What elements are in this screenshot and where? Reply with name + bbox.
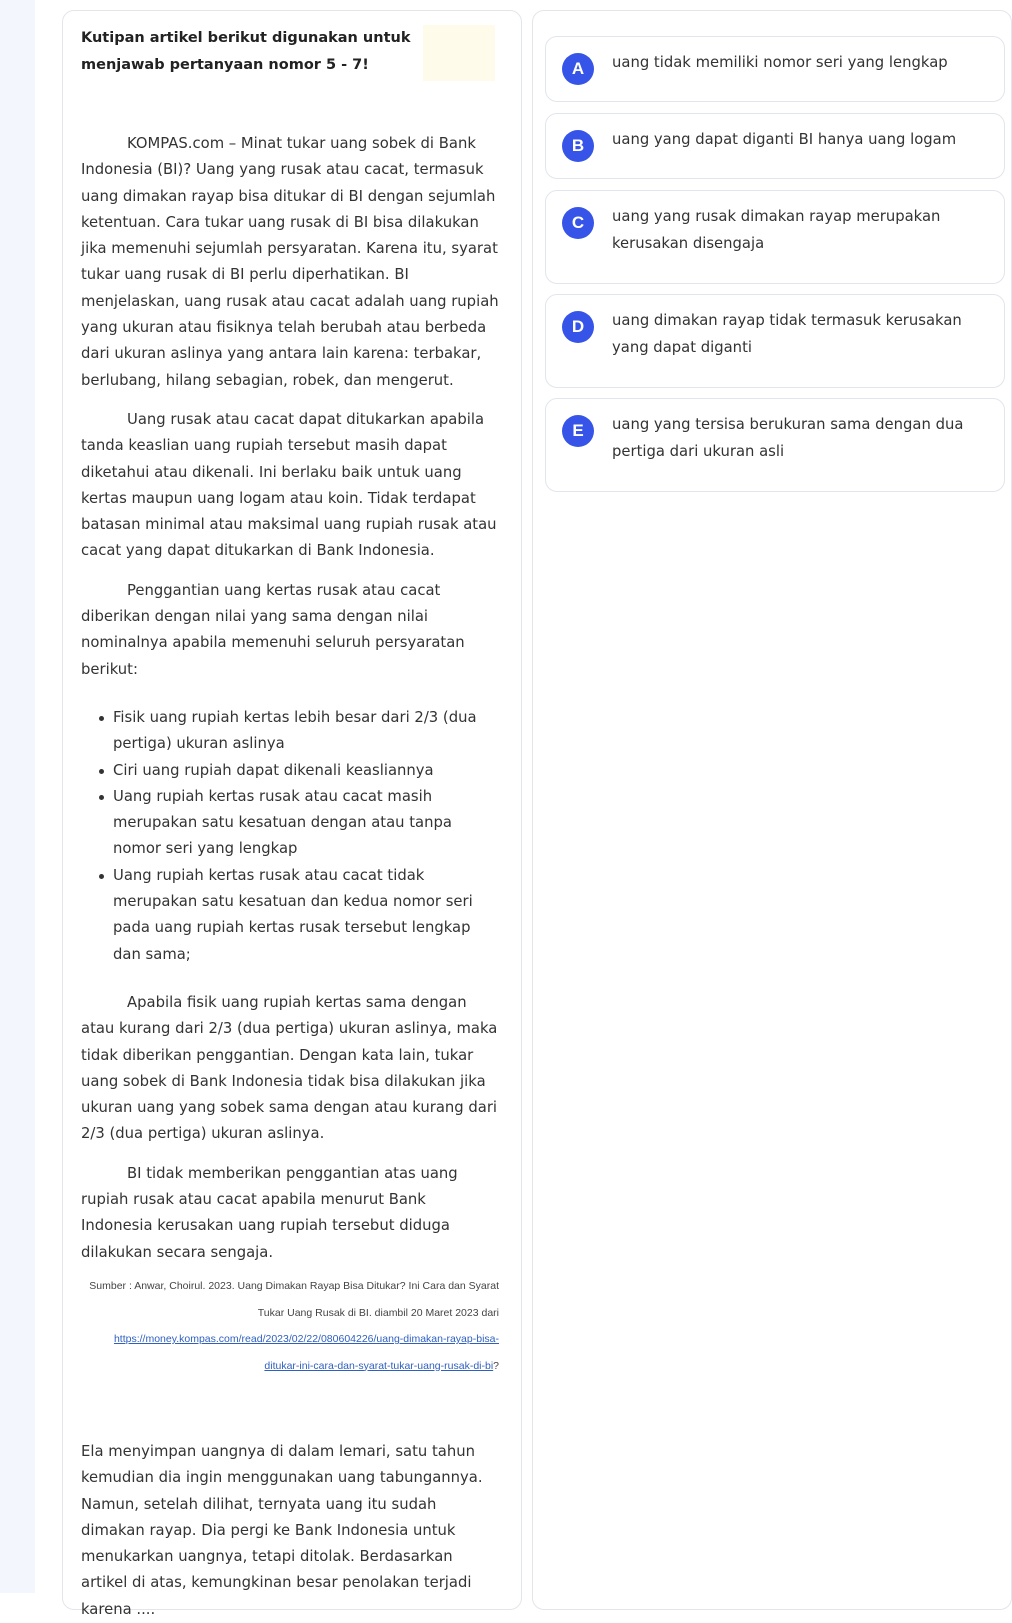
option-d[interactable] xyxy=(545,294,1005,388)
option-a[interactable] xyxy=(545,36,1005,102)
source-link[interactable]: https://money.kompas.com/read/2023/02/22/080604226/uang-dimakan-rayap-bisa-ditukar-ini-cara-dan-syarat-tukar-uang-rusak-di-bi xyxy=(113,1333,499,1372)
option-c[interactable] xyxy=(545,190,1005,284)
article-body xyxy=(81,131,499,1279)
article-card xyxy=(62,10,522,1618)
option-text: uang dimakan rayap tidak termasuk kerusakan yang dapat diganti xyxy=(612,312,962,356)
option-letter-badge: A xyxy=(562,53,594,85)
option-letter-badge: B xyxy=(562,130,594,162)
requirements-list xyxy=(99,705,499,968)
option-text: uang tidak memiliki nomor seri yang lengkap xyxy=(612,54,948,71)
article-paragraph: Uang rusak atau cacat dapat ditukarkan apabila tanda keaslian uang rupiah tersebut masih dapat diketahui atau dikenali. Ini berlaku baik untuk uang kertas maupun uang logam atau koin. Tidak terdapat batasan minimal atau maksimal uang rupiah rusak atau cacat yang dapat ditukarkan di Bank Indonesia. xyxy=(81,410,497,560)
option-text: uang yang tersisa berukuran sama dengan dua pertiga dari ukuran asli xyxy=(612,416,964,460)
passage-heading: Kutipan artikel berikut digunakan untuk menjawab pertanyaan nomor 5 - 7! xyxy=(81,30,411,73)
left-sidebar-strip xyxy=(0,0,35,1593)
source-text: Sumber : Anwar, Choirul. 2023. Uang Dimakan Rayap Bisa Ditukar? Ini Cara dan Syarat Tukar Uang Rusak di BI. diambil 20 Maret 2023 dari xyxy=(89,1280,499,1319)
article-paragraph: KOMPAS.com – Minat tukar uang sobek di Bank Indonesia (BI)? Uang yang rusak atau cacat, termasuk uang dimakan rayap bisa ditukar di BI dengan sejumlah ketentuan. Cara tukar uang rusak di BI bisa dilakukan jika memenuhi sejumlah persyaratan. Karena itu, syarat tukar uang rusak di BI perlu diperhatikan. BI menjelaskan, uang rusak atau cacat adalah uang rupiah yang ukuran atau fisiknya telah berubah atau berbeda dari ukuran aslinya yang antara lain karena: terbakar, berlubang, hilang sebagian, robek, dan mengerut. xyxy=(81,135,499,389)
article-source xyxy=(81,1273,499,1379)
option-text: uang yang rusak dimakan rayap merupakan kerusakan disengaja xyxy=(612,208,941,252)
option-text: uang yang dapat diganti BI hanya uang logam xyxy=(612,131,957,148)
article-paragraph: Apabila fisik uang rupiah kertas sama dengan atau kurang dari 2/3 (dua pertiga) ukuran aslinya, maka tidak diberikan penggantian. Dengan kata lain, tukar uang sobek di Bank Indonesia tidak bisa dilakukan jika ukuran uang yang sobek sama dengan atau kurang dari 2/3 (dua pertiga) ukuran aslinya. xyxy=(81,993,498,1143)
requirement-item: Ciri uang rupiah dapat dikenali keasliannya xyxy=(99,758,499,784)
requirement-item: Uang rupiah kertas rusak atau cacat tidak merupakan satu kesatuan dan kedua nomor seri pada uang rupiah kertas rusak tersebut lengkap dan sama; xyxy=(99,863,499,968)
option-letter-badge: D xyxy=(562,311,594,343)
option-b[interactable] xyxy=(545,113,1005,179)
requirement-item: Fisik uang rupiah kertas lebih besar dari 2/3 (dua pertiga) ukuran aslinya xyxy=(99,705,499,758)
article-paragraph: BI tidak memberikan penggantian atas uang rupiah rusak atau cacat apabila menurut Bank Indonesia kerusakan uang rupiah tersebut diduga dilakukan secara sengaja. xyxy=(81,1164,458,1261)
requirement-item: Uang rupiah kertas rusak atau cacat masih merupakan satu kesatuan dengan atau tanpa nomor seri yang lengkap xyxy=(99,784,499,863)
option-letter-badge: C xyxy=(562,207,594,239)
option-e[interactable] xyxy=(545,398,1005,492)
option-letter-badge: E xyxy=(562,415,594,447)
question-text: Ela menyimpan uangnya di dalam lemari, satu tahun kemudian dia ingin menggunakan uang tabungannya. Namun, setelah dilihat, ternyata uang itu sudah dimakan rayap. Dia pergi ke Bank Indonesia untuk menukarkan uangnya, tetapi ditolak. Berdasarkan artikel di atas, kemungkinan besar penolakan terjadi karena .... xyxy=(81,1443,483,1618)
source-suffix: ? xyxy=(493,1359,499,1372)
article-paragraph: Penggantian uang kertas rusak atau cacat diberikan dengan nilai yang sama dengan nilai nominalnya apabila memenuhi seluruh persyaratan berikut: xyxy=(81,581,465,678)
